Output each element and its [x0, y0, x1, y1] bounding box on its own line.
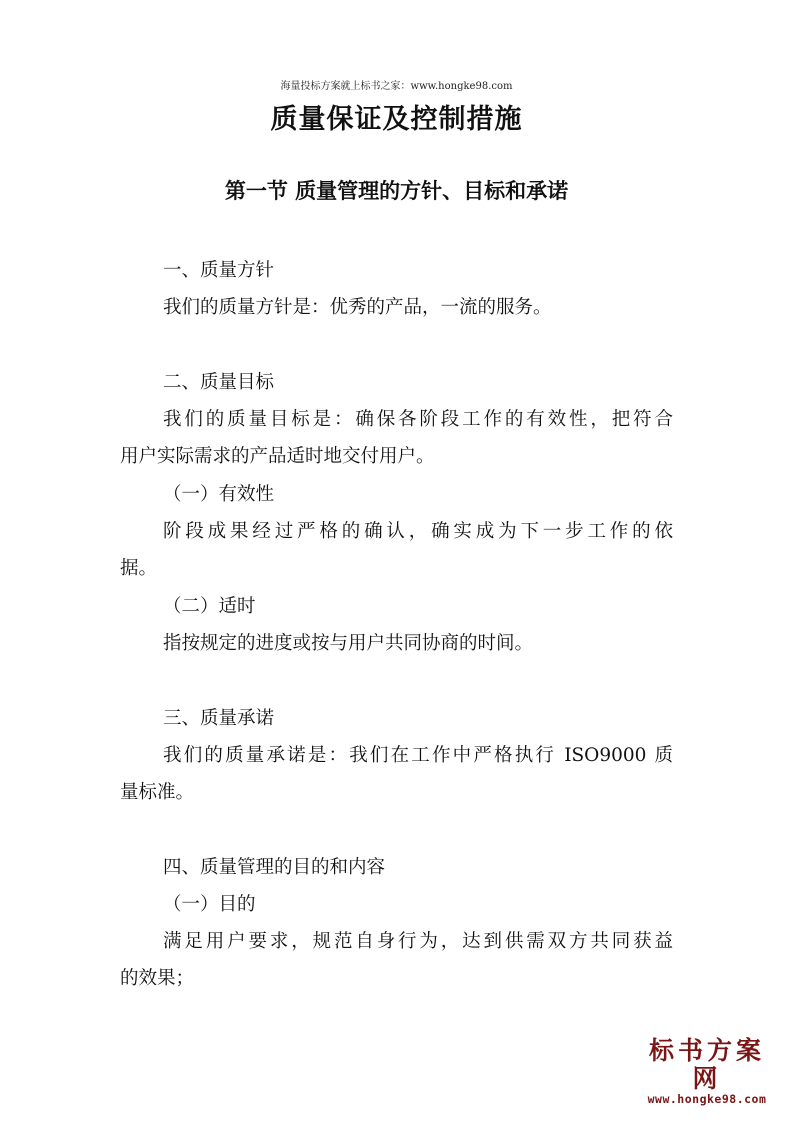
s4-paragraph-line1: 满足用户要求，规范自身行为，达到供需双方共同获益 — [163, 931, 673, 952]
s3-heading: 三、质量承诺 — [163, 708, 275, 729]
watermark-logo-text: 标书方案网 — [648, 1036, 765, 1093]
document-title: 质量保证及控制措施 — [270, 104, 523, 135]
watermark-url: www.hongke98.com — [647, 1092, 767, 1106]
s4-paragraph-line2: 的效果； — [120, 968, 195, 989]
watermark-logo — [637, 1037, 777, 1106]
s2-sub2-paragraph: 指按规定的进度或按与用户共同协商的时间。 — [163, 633, 534, 654]
s2-sub1-line2: 据。 — [120, 558, 158, 579]
s2-sub1-line1: 阶段成果经过严格的确认，确实成为下一步工作的依 — [163, 521, 673, 542]
section-title: 第一节 质量管理的方针、目标和承诺 — [224, 178, 569, 203]
s4-heading: 四、质量管理的目的和内容 — [163, 857, 386, 878]
s2-heading: 二、质量目标 — [163, 372, 275, 393]
s1-heading: 一、质量方针 — [163, 260, 275, 281]
s3-paragraph-line1: 我们的质量承诺是：我们在工作中严格执行 ISO9000 质 — [163, 745, 673, 766]
s1-paragraph: 我们的质量方针是：优秀的产品，一流的服务。 — [163, 297, 552, 318]
s4-sub1-heading: （一）目的 — [163, 894, 256, 915]
s2-paragraph-line1: 我们的质量目标是：确保各阶段工作的有效性，把符合 — [163, 409, 673, 430]
header-note: 海量投标方案就上标书之家：www.hongke98.com — [280, 81, 513, 92]
s2-paragraph-line2: 用户实际需求的产品适时地交付用户。 — [120, 446, 435, 467]
s3-paragraph-line2: 量标准。 — [120, 782, 195, 803]
s2-sub1-heading: （一）有效性 — [163, 484, 275, 505]
s2-sub2-heading: （二）适时 — [163, 596, 256, 617]
